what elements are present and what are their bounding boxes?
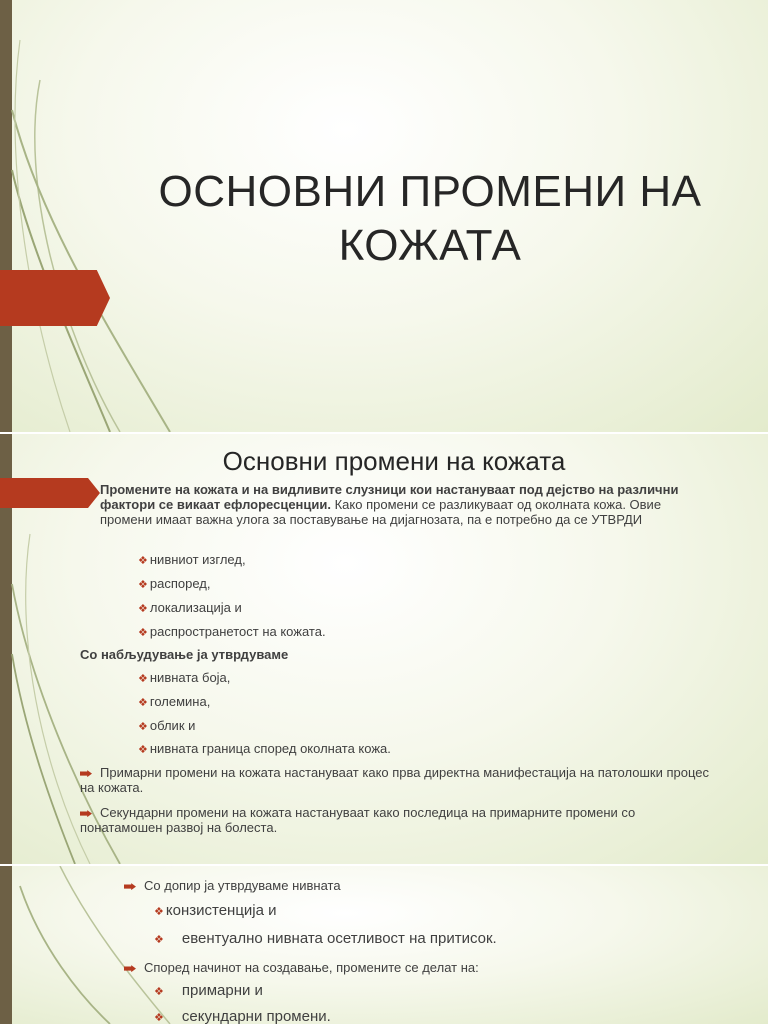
diamond-bullet-icon: ❖ bbox=[138, 673, 148, 685]
secondary-paragraph bbox=[80, 805, 720, 835]
list-item bbox=[124, 960, 479, 975]
diamond-bullet-icon: ❖ bbox=[138, 579, 148, 591]
arrow-bullet-icon bbox=[80, 810, 92, 817]
primary-paragraph bbox=[80, 765, 720, 795]
list-item bbox=[138, 741, 391, 756]
primary-text: Примарни промени на кожата настануваат како прва директна манифестација на патолошки процес на кожата. bbox=[80, 765, 709, 795]
accent-tab bbox=[0, 478, 100, 508]
list-item bbox=[138, 624, 326, 639]
list-item-text: распространетост на кожата. bbox=[149, 624, 326, 639]
title-slide bbox=[0, 0, 768, 432]
list-item bbox=[154, 1008, 331, 1024]
intro-bold: Промените на кожата и на видливите слузници кои настануваат под дејство на различни фактори се викаат ефлоресценции. bbox=[100, 482, 679, 512]
title-line-2: КОЖАТА bbox=[338, 221, 522, 270]
title-line-1: ОСНОВНИ ПРОМЕНИ НА bbox=[158, 167, 702, 216]
list-item bbox=[154, 982, 263, 999]
slide-title bbox=[150, 165, 710, 273]
list-item-text: нивната граница според околната кожа. bbox=[149, 741, 391, 756]
list-item-text: големина, bbox=[149, 694, 211, 709]
intro-paragraph bbox=[100, 482, 710, 527]
item-text: евентуално нивната осетливост на притисок. bbox=[181, 930, 497, 947]
list-item-text: распоред, bbox=[149, 576, 211, 591]
list-item bbox=[138, 718, 195, 733]
list-item bbox=[138, 670, 230, 685]
list-item bbox=[138, 576, 210, 591]
diamond-bullet-icon: ❖ bbox=[138, 555, 148, 567]
diamond-bullet-icon: ❖ bbox=[138, 697, 148, 709]
diamond-bullet-icon: ❖ bbox=[154, 986, 164, 998]
list-item bbox=[154, 930, 497, 947]
list-item-text: нивната боја, bbox=[149, 670, 231, 685]
diamond-bullet-icon: ❖ bbox=[138, 721, 148, 733]
list-item bbox=[124, 878, 341, 893]
list-item-text: облик и bbox=[149, 718, 196, 733]
item-text: секундарни промени. bbox=[181, 1008, 331, 1024]
accent-tab bbox=[0, 270, 110, 326]
item-text: Со допир ја утврдуваме нивната bbox=[144, 878, 341, 893]
observation-heading: Со набљудување ја утврдуваме bbox=[80, 647, 289, 662]
list-item bbox=[138, 600, 242, 615]
diamond-bullet-icon: ❖ bbox=[138, 603, 148, 615]
item-text: примарни и bbox=[181, 982, 263, 999]
arrow-bullet-icon bbox=[124, 965, 136, 972]
diamond-bullet-icon: ❖ bbox=[154, 934, 164, 946]
list-item-text: локализација и bbox=[149, 600, 242, 615]
list-item bbox=[138, 552, 246, 567]
content-slide bbox=[0, 434, 768, 864]
continuation-slide bbox=[0, 866, 768, 1024]
diamond-bullet-icon: ❖ bbox=[154, 1012, 164, 1024]
diamond-bullet-icon: ❖ bbox=[138, 627, 148, 639]
diamond-bullet-icon: ❖ bbox=[138, 744, 148, 756]
secondary-text: Секундарни промени на кожата настануваат како последица на примарните промени со понатамошен развој на болеста. bbox=[80, 805, 636, 835]
arrow-bullet-icon bbox=[80, 770, 92, 777]
intro-text: Како промени се разликуваат од околната кожа. Овие промени имаат важна улога за поставување на дијагнозата, па е потребно да се УТВРДИ bbox=[100, 497, 662, 527]
item-text: Според начинот на создавање, промените се делат на: bbox=[144, 960, 479, 975]
list-item bbox=[138, 694, 210, 709]
list-item-text: нивниот изглед, bbox=[149, 552, 246, 567]
arrow-bullet-icon bbox=[124, 883, 136, 890]
diamond-bullet-icon: ❖ bbox=[154, 906, 164, 918]
slide-title: Основни промени на кожата bbox=[222, 446, 566, 476]
list-item bbox=[154, 902, 277, 919]
item-text: конзистенција и bbox=[165, 902, 277, 919]
